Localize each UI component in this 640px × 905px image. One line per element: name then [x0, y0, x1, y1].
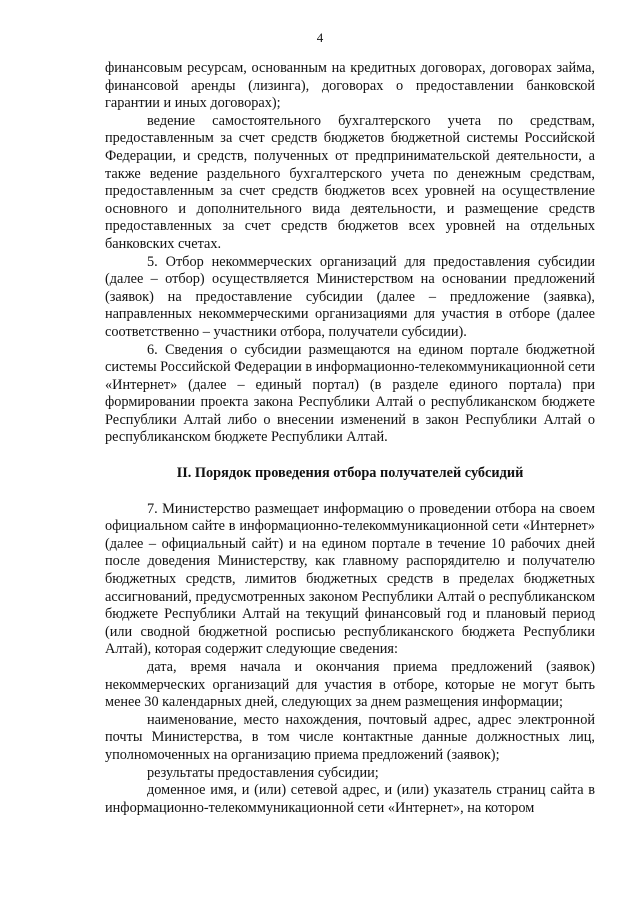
paragraph-accounting: ведение самостоятельного бухгалтерского учета по средствам, предоставленным за счет средств бюджетов бюджетной системы Российской Федерации, и средств, полученных от предпринимательской деятельности, а также ведение раздельного бухгалтерского учета по денежным средствам, предоставленным за счет средств бюджетов всех уровней на осуществление основного и дополнительного вида деятельности, и размещение средств предоставленных за счет средств бюджетов всех уровней на отдельных банковских счетах.	[105, 112, 595, 252]
paragraph-6-subsidy-info: 6. Сведения о субсидии размещаются на едином портале бюджетной системы Российской Федерации в информационно-телекоммуникационной сети «Интернет» (далее – единый портал) (в разделе единого портала) при формировании проекта закона Республики Алтай о республиканском бюджете Республики Алтай либо о внесении изменений в закон Республики Алтай о республиканском бюджете Республики Алтай.	[105, 341, 595, 446]
paragraph-results: результаты предоставления субсидии;	[147, 764, 379, 781]
paragraph-7-ministry-info: 7. Министерство размещает информацию о проведении отбора на своем официальном сайте в информационно-телекоммуникационной сети «Интернет» (далее – официальный сайт) и на едином портале в течение 10 рабочих дней после доведения Министерству, как главному распорядителю и получателю бюджетных средств, лимитов бюджетных средств в пределах бюджетных ассигнований, предусмотренных законом Республики Алтай о республиканском бюджете Республики Алтай на текущий финансовый год и плановый период (или сводной бюджетной росписью республиканского бюджета Республики Алтай), которая содержит следующие сведения:	[105, 500, 595, 658]
section-heading: II. Порядок проведения отбора получателей субсидий	[176, 465, 524, 482]
document-body	[105, 60, 595, 817]
paragraph-domain: доменное имя, и (или) сетевой адрес, и (или) указатель страниц сайта в информационно-телекоммуникационной сети «Интернет», на котором	[105, 782, 595, 816]
paragraph-dates: дата, время начала и окончания приема предложений (заявок) некоммерческих организаций для участия в отборе, которые не могут быть менее 30 календарных дней, следующих за днем размещения информации;	[105, 659, 595, 711]
paragraph-financial-resources: финансовым ресурсам, основанным на кредитных договорах, договорах займа, финансовой аренды (лизинга), договорах о предоставлении банковской гарантии и иных договорах);	[105, 60, 595, 112]
page-number: 4	[316, 30, 324, 45]
paragraph-contacts: наименование, место нахождения, почтовый адрес, адрес электронной почты Министерства, в том числе контактные данные должностных лиц, уполномоченных на организацию приема предложений (заявок);	[105, 711, 595, 763]
paragraph-5-selection: 5. Отбор некоммерческих организаций для предоставления субсидии (далее – отбор) осуществляется Министерством на основании предложений (заявок) на предоставление субсидии (далее – предложение (заявка), направленных некоммерческими организациями для участия в отборе (далее соответственно – участники отбора, получатели субсидии).	[105, 253, 595, 340]
